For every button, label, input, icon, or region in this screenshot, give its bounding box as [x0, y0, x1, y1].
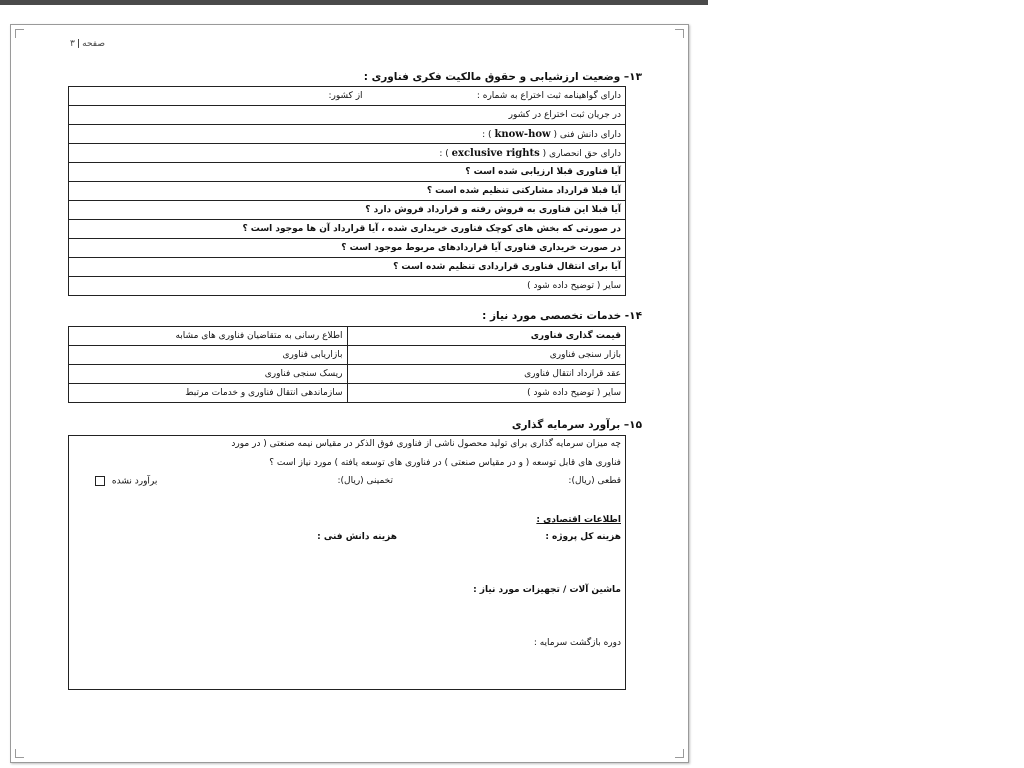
- table-cell: آیا قبلا این فناوری به فروش رفته و قرارداد فروش دارد ؟: [69, 201, 626, 220]
- page-word: صفحه: [82, 39, 105, 49]
- crop-mark-bottom-right: [675, 749, 684, 758]
- table-row: [69, 384, 626, 403]
- table-cell: آیا برای انتقال فناوری قراردادی تنظیم شده است ؟: [69, 258, 626, 277]
- header-separator: |: [76, 39, 81, 49]
- row-label-en: exclusive rights: [451, 147, 540, 159]
- table-cell: در جریان ثبت اختراع در کشور: [69, 106, 626, 125]
- section15-box: [68, 435, 626, 690]
- section14-title: ۱۴- خدمات تخصصی مورد نیاز :: [482, 310, 642, 322]
- table-cell: [69, 144, 626, 163]
- section13-title: ۱۳– وضعیت ارزشیابی و حقوق مالکیت فکری فناوری :: [363, 71, 642, 83]
- not-estimated-option[interactable]: [95, 476, 157, 487]
- row-label: دارای گواهینامه ثبت اختراع به شماره :: [476, 91, 621, 101]
- table-row: [69, 163, 626, 182]
- table-cell: ریسک سنجی فناوری: [69, 365, 348, 384]
- table-cell: اطلاع رسانی به متقاضیان فناوری های مشابه: [69, 327, 348, 346]
- table-row: [69, 365, 626, 384]
- page-header: [70, 39, 105, 49]
- table-cell: در صورت خریداری فناوری آیا قراردادهای مربوط موجود است ؟: [69, 239, 626, 258]
- not-estimated-checkbox[interactable]: [95, 476, 105, 486]
- estimate-amount-label: تخمینی (ریال):: [337, 476, 393, 486]
- table-row: [69, 182, 626, 201]
- table-cell: سازماندهی انتقال فناوری و خدمات مرتبط: [69, 384, 348, 403]
- table-cell: آیا فناوری قبلا ارزیابی شده است ؟: [69, 163, 626, 182]
- table-cell: در صورتی که بخش های کوچک فناوری خریداری شده ، آیا قرارداد آن ها موجود است ؟: [69, 220, 626, 239]
- equipment-label: ماشین آلات / تجهیزات مورد نیاز :: [473, 585, 621, 595]
- table-row: [69, 327, 626, 346]
- table-row: [69, 125, 626, 144]
- table-row: [69, 346, 626, 365]
- crop-mark-bottom-left: [15, 749, 24, 758]
- row-label-en: know-how: [494, 128, 551, 140]
- row-extra-label: از کشور:: [328, 91, 363, 101]
- row-label-suffix: ) :: [439, 148, 449, 159]
- table-row: [69, 220, 626, 239]
- table-cell: بازار سنجی فناوری: [347, 346, 626, 365]
- economic-info-heading: اطلاعات اقتصادی :: [536, 515, 621, 525]
- table-cell: [69, 125, 626, 144]
- table-cell: [69, 87, 626, 106]
- knowhow-cost-label: هزینه دانش فنی :: [317, 532, 397, 542]
- exact-amount-label: قطعی (ریال):: [568, 476, 621, 486]
- table-cell: قیمت گذاری فناوری: [347, 327, 626, 346]
- table-row: [69, 277, 626, 296]
- table-cell: سایر ( توضیح داده شود ): [347, 384, 626, 403]
- question-line-2: فناوری های قابل توسعه ( و در مقیاس صنعتی ) در فناوری های توسعه یافته ) مورد نیاز است ؟: [269, 458, 621, 468]
- not-estimated-label: برآورد نشده: [111, 476, 158, 487]
- table-row: [69, 201, 626, 220]
- total-cost-label: هزینه کل پروژه :: [545, 532, 621, 542]
- row-label: دارای حق انحصاری (: [542, 148, 621, 159]
- table-row: [69, 239, 626, 258]
- section13-table: [68, 86, 626, 296]
- row-label-suffix: ) :: [482, 129, 492, 140]
- row-label: دارای دانش فنی (: [553, 129, 621, 140]
- payback-period-label: دوره بازگشت سرمایه :: [533, 638, 621, 648]
- page-number: ۳: [70, 39, 75, 49]
- table-cell: آیا قبلا قرارداد مشارکتی تنظیم شده است ؟: [69, 182, 626, 201]
- table-row: [69, 144, 626, 163]
- table-row: [69, 258, 626, 277]
- question-line-1: چه میزان سرمایه گذاری برای تولید محصول ناشی از فناوری فوق الذکر در مقیاس نیمه صنعتی ( در مورد: [231, 439, 621, 449]
- table-row: [69, 106, 626, 125]
- table-row: [69, 87, 626, 106]
- table-cell: بازاریابی فناوری: [69, 346, 348, 365]
- section14-table: [68, 326, 626, 403]
- table-cell: سایر ( توضیح داده شود ): [69, 277, 626, 296]
- section15-title: ۱۵– برآورد سرمایه گذاری: [511, 419, 642, 431]
- table-cell: عقد قرارداد انتقال فناوری: [347, 365, 626, 384]
- crop-mark-top-left: [15, 29, 24, 38]
- crop-mark-top-right: [675, 29, 684, 38]
